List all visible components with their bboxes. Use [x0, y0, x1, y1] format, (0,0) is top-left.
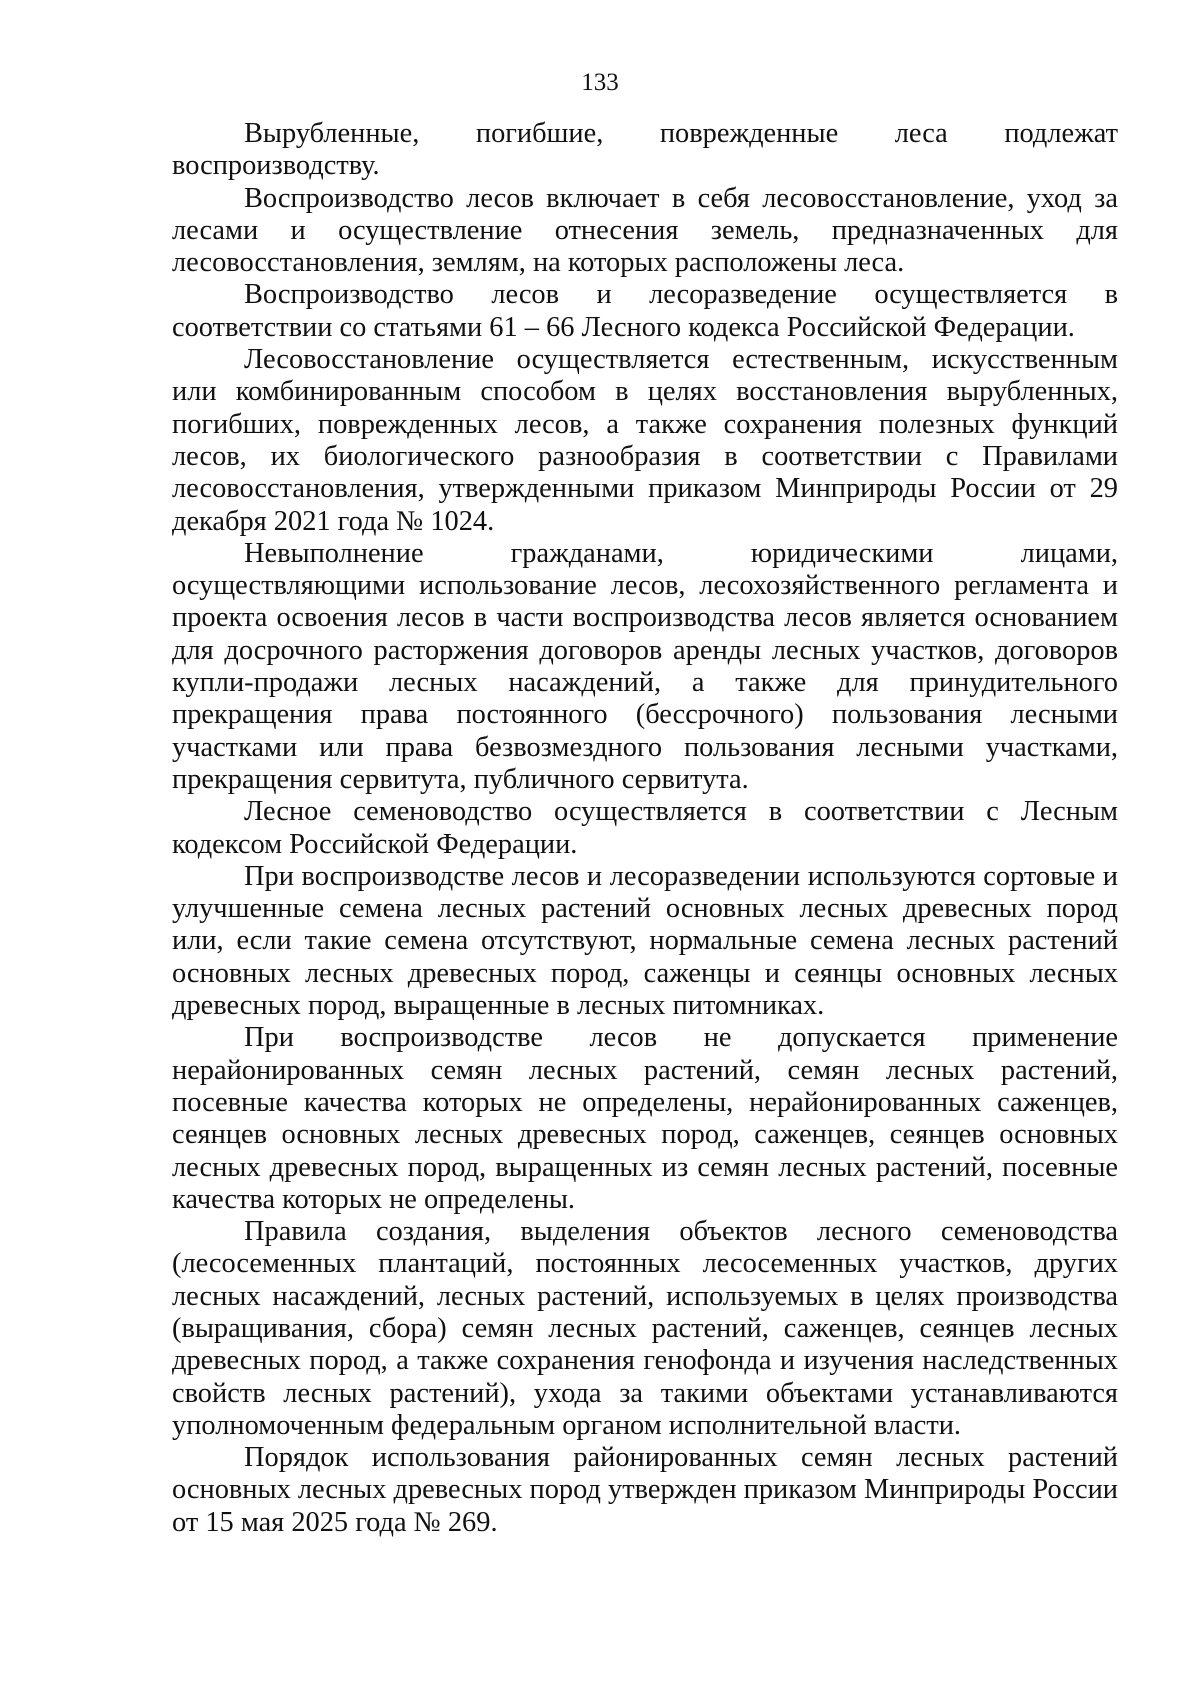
- paragraph: Воспроизводство лесов включает в себя лесовосстановление, уход за лесами и осуществление отнесения земель, предназначенных для лесовосстановления, землям, на которых расположены леса.: [172, 182, 1118, 279]
- paragraph: Лесное семеноводство осуществляется в соответствии с Лесным кодексом Российской Федерации.: [172, 796, 1118, 860]
- paragraph: Вырубленные, погибшие, поврежденные леса подлежат воспроизводству.: [172, 118, 1118, 182]
- paragraph: Невыполнение гражданами, юридическими лицами, осуществляющими использование лесов, лесохозяйственного регламента и проекта освоения лесов в части воспроизводства лесов является основанием для досрочного расторжения договоров аренды лесных участков, договоров купли-продажи лесных насаждений, а также для принудительного прекращения права постоянного (бессрочного) пользования лесными участками или права безвозмездного пользования лесными участками, прекращения сервитута, публичного сервитута.: [172, 537, 1118, 795]
- paragraph: При воспроизводстве лесов не допускается применение нерайонированных семян лесных растений, семян лесных растений, посевные качества которых не определены, нерайонированных саженцев, сеянцев основных лесных древесных пород, саженцев, сеянцев основных лесных древесных пород, выращенных из семян лесных растений, посевные качества которых не определены.: [172, 1022, 1118, 1215]
- paragraph: Порядок использования районированных семян лесных растений основных лесных древесных пород утвержден приказом Минприроды России от 15 мая 2025 года № 269.: [172, 1442, 1118, 1538]
- page-number: 133: [581, 69, 619, 96]
- paragraph: Воспроизводство лесов и лесоразведение осуществляется в соответствии со статьями 61 – 66 Лесного кодекса Российской Федерации.: [172, 279, 1118, 343]
- paragraph: Правила создания, выделения объектов лесного семеноводства (лесосеменных плантаций, постоянных лесосеменных участков, других лесных насаждений, лесных растений, используемых в целях производства (выращивания, сбора) семян лесных растений, саженцев, сеянцев лесных древесных пород, а также сохранения генофонда и изучения наследственных свойств лесных растений), ухода за такими объектами устанавливаются уполномоченным федеральным органом исполнительной власти.: [172, 1216, 1118, 1441]
- paragraph: Лесовосстановление осуществляется естественным, искусственным или комбинированным способом в целях восстановления вырубленных, погибших, поврежденных лесов, а также сохранения полезных функций лесов, их биологического разнообразия в соответствии с Правилами лесовосстановления, утвержденными приказом Минприроды России от 29 декабря 2021 года № 1024.: [172, 344, 1118, 537]
- body-text: [172, 118, 1118, 1539]
- paragraph: При воспроизводстве лесов и лесоразведении используются сортовые и улучшенные семена лесных растений основных лесных древесных пород или, если такие семена отсутствуют, нормальные семена лесных растений основных лесных древесных пород, саженцы и сеянцы основных лесных древесных пород, выращенные в лесных питомниках.: [172, 860, 1118, 1022]
